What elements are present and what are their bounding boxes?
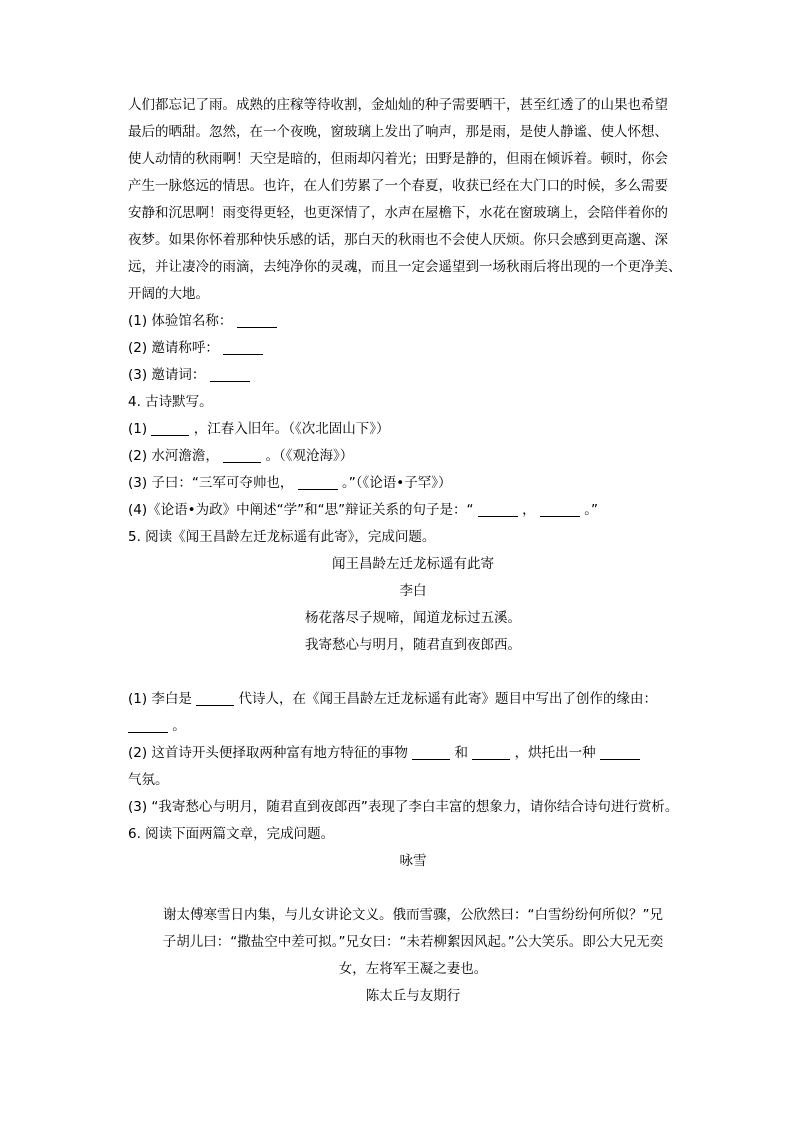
spacer [128, 659, 698, 686]
q3-item-label: (2) 邀请称呼： [128, 340, 219, 356]
answer-blank[interactable] [223, 447, 261, 463]
passage [128, 92, 698, 308]
q5-sub-2-cont: 气氛。 [128, 772, 169, 788]
q5-sub-1-prefix: (1) 李白是 [128, 691, 192, 707]
q5-title: 5. 阅读《闻王昌龄左迁龙标遥有此寄》，完成问题。 [128, 529, 436, 545]
document-content [128, 92, 698, 1010]
q4-item-4-suffix: 。” [584, 502, 598, 518]
q5-sub-3: (3) “我寄愁心与明月，随君直到夜郎西”表现了李白丰富的想象力，请你结合诗句进行赏析。 [128, 799, 679, 815]
passage-line: 安静和沉思啊！雨变得更轻，也更深情了，水声在屋檐下，水花在窗玻璃上，会陪伴着你的 [128, 205, 668, 221]
q4-item-4-middle: ， [522, 502, 536, 518]
q4-item-1-suffix: ，江春入旧年。（《次北固山下》） [193, 421, 390, 437]
essay-2-title: 陈太丘与友期行 [365, 988, 461, 1004]
q5-sub-1 [128, 686, 698, 713]
question-4 [128, 389, 698, 524]
q3-item-label: (1) 体验馆名称： [128, 313, 233, 329]
q4-item-2 [128, 443, 698, 470]
passage-line: 夜梦。如果你怀着那种快乐感的话，那白天的秋雨也不会使人厌烦。你只会感到更高邈、深 [128, 232, 668, 248]
poem-author: 李白 [399, 583, 427, 599]
answer-blank[interactable] [472, 744, 510, 760]
q4-title: 4. 古诗默写。 [128, 394, 213, 410]
essay-1-line: 女，左将军王凝之妻也。 [338, 961, 488, 977]
q4-item-4-prefix: (4)《论语•为政》中阐述“学”和“思”辩证关系的句子是：“ [128, 502, 474, 518]
q5-sub-2 [128, 740, 698, 767]
answer-blank[interactable] [478, 501, 518, 517]
poem-line: 我寄愁心与明月，随君直到夜郎西。 [305, 637, 521, 653]
question-5 [128, 524, 698, 821]
answer-blank[interactable] [210, 366, 250, 382]
answer-blank[interactable] [412, 744, 450, 760]
q3-item-2 [128, 335, 698, 362]
q3-item-1 [128, 308, 698, 335]
q4-item-3 [128, 470, 698, 497]
q4-item-3-suffix: 。”（《论语•子罕》） [342, 475, 452, 491]
q4-item-1 [128, 416, 698, 443]
poem-line: 杨花落尽子规啼，闻道龙标过五溪。 [305, 610, 521, 626]
q3-item-label: (3) 邀请词： [128, 367, 206, 383]
question-6 [128, 821, 698, 1010]
q5-sub-1-suffix: 。 [172, 718, 186, 734]
poem-title: 闻王昌龄左迁龙标遥有此寄 [332, 556, 494, 572]
passage-line: 最后的晒甜。忽然，在一个夜晚，窗玻璃上发出了响声，那是雨，是使人静谧、使人怀想、 [128, 124, 668, 140]
passage-line: 远，并让凄冷的雨滴，去纯净你的灵魂，而且一定会遥望到一场秋雨后将出现的一个更净美、 [128, 259, 682, 275]
answer-blank[interactable] [298, 474, 338, 490]
passage-line: 产生一脉悠远的情思。也许，在人们劳累了一个春夏，收获已经在大门口的时候，多么需要 [128, 178, 668, 194]
q4-item-2-suffix: 。（《观沧海》） [265, 448, 354, 464]
q5-sub-1-text: 代诗人，在《闻王昌龄左迁龙标遥有此寄》题目中写出了创作的缘由： [238, 691, 658, 707]
essay-1-title: 咏雪 [399, 853, 427, 869]
answer-blank[interactable] [196, 690, 234, 706]
answer-blank[interactable] [223, 339, 263, 355]
passage-line: 使人动情的秋雨啊！天空是暗的，但雨却闪着光；田野是静的，但雨在倾诉着。顿时，你会 [128, 151, 668, 167]
q5-sub-2-and: 和 [454, 745, 469, 761]
q3-items [128, 308, 698, 389]
q4-item-2-prefix: (2) 水河澹澹， [128, 448, 219, 464]
q4-item-4 [128, 497, 698, 524]
passage-line: 人们都忘记了雨。成熟的庄稼等待收割，金灿灿的种子需要晒干，甚至红透了的山果也希望 [128, 97, 668, 113]
answer-blank[interactable] [151, 420, 189, 436]
answer-blank[interactable] [600, 744, 640, 760]
essay-1-line: 谢太傅寒雪日内集，与儿女讲论文义。俄而雪骤，公欣然曰：“白雪纷纷何所似？”兄 [163, 907, 663, 923]
essay-1-line: 子胡儿曰：“撒盐空中差可拟。”兄女曰：“未若柳絮因风起。”公大笑乐。即公大兄无奕 [162, 934, 664, 950]
answer-blank[interactable] [540, 501, 580, 517]
q6-title: 6. 阅读下面两篇文章，完成问题。 [128, 826, 335, 842]
spacer [128, 875, 698, 902]
q5-sub-2-middle: ，烘托出一种 [514, 745, 596, 761]
q5-sub-1-cont [128, 713, 698, 740]
q4-item-3-prefix: (3) 子曰：“三军可夺帅也， [128, 475, 294, 491]
q3-item-3 [128, 362, 698, 389]
answer-blank[interactable] [128, 717, 168, 733]
answer-blank[interactable] [237, 312, 277, 328]
q4-item-1-prefix: (1) [128, 421, 148, 437]
passage-line: 开阔的大地。 [128, 286, 209, 302]
q5-sub-2-prefix: (2) 这首诗开头便择取两种富有地方特征的事物 [128, 745, 408, 761]
